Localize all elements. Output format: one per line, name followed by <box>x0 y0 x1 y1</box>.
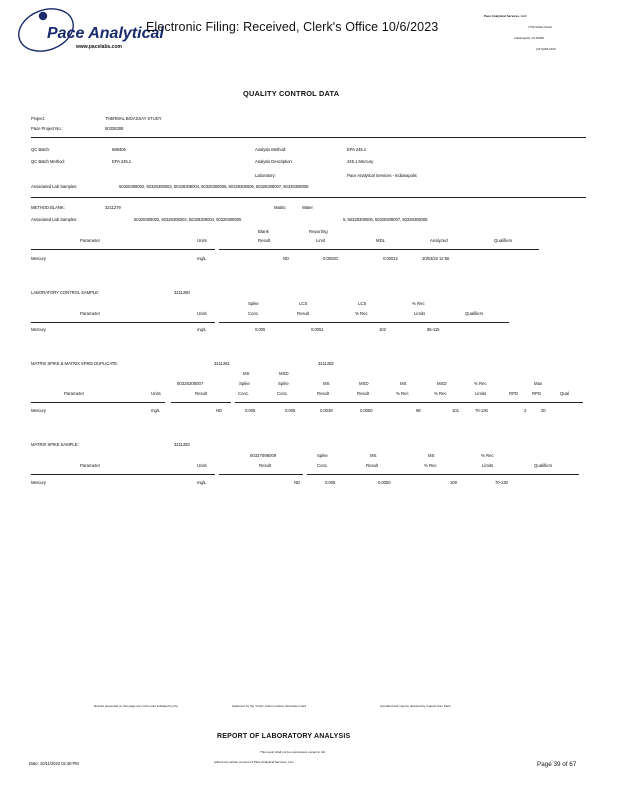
assoc-samples-label: Associated Lab Samples: <box>31 184 78 189</box>
col-header-qualifiers: Qualifiers <box>494 238 513 243</box>
col-header: MSD <box>279 371 289 376</box>
col-header: MS <box>323 381 330 386</box>
col-header: Result <box>317 391 330 396</box>
report-date: Date: 10/11/2022 02:48 PM <box>29 761 79 766</box>
col-header: % Rec <box>474 381 487 386</box>
col-header: Qual <box>560 391 570 396</box>
col-header: LCS <box>299 301 308 306</box>
col-header-parameter: Parameter <box>80 311 101 316</box>
matrix-value: Water <box>302 205 313 210</box>
col-header: % Rec <box>412 301 425 306</box>
ms-id: 3211281 <box>214 361 230 366</box>
col-header: Limits <box>475 391 487 396</box>
col-header-parameter: Parameter <box>80 238 101 243</box>
col-header: 50327598009 <box>250 453 277 458</box>
analysis-desc-label: Analysis Description: <box>255 159 293 164</box>
header-underline <box>219 474 303 475</box>
col-header-analyzed: Analyzed <box>430 238 448 243</box>
col-header: Result <box>366 463 379 468</box>
address-line: (317)228-3100 <box>536 47 556 51</box>
cell-limits: 85-115 <box>427 327 440 332</box>
header-underline <box>31 474 215 475</box>
qc-method-value: EPA 245.1 <box>112 159 132 164</box>
pace-project-label: Pace Project No.: <box>31 126 63 131</box>
col-header: MSD <box>437 381 447 386</box>
project-value: THERMAL BIOASSAY STUDY <box>105 116 162 121</box>
cell-units: mg/L <box>197 480 207 485</box>
col-header: Blank <box>258 229 269 234</box>
laboratory-value: Pace Analytical Services - Indianapolis <box>347 173 417 178</box>
col-header: MS <box>243 371 250 376</box>
qc-batch-value: 698406 <box>112 147 126 152</box>
cell-max-rpd: 20 <box>541 408 546 413</box>
cell-limits: 70-130 <box>495 480 508 485</box>
col-header-mdl: MDL <box>376 238 386 243</box>
col-header: Reporting <box>309 229 328 234</box>
address-line: Indianapolis, IN 46268 <box>514 36 544 40</box>
analysis-method-label: Analysis Method: <box>255 147 287 152</box>
col-header: Result <box>195 391 208 396</box>
logo-url: www.pacelabs.com <box>76 44 122 50</box>
col-header: RPD <box>509 391 519 396</box>
cell-parameter: Mercury <box>31 480 46 485</box>
cell-units: mg/L <box>197 256 207 261</box>
assoc-samples-value: 50328308002, 50328308003, 50328308004, 50328308005 <box>134 217 242 222</box>
cell-spike: 0.005 <box>325 480 336 485</box>
col-header: Spike <box>317 453 328 458</box>
col-header-parameter: Parameter <box>80 463 101 468</box>
cell-result: ND <box>283 256 290 261</box>
cell-units: mg/L <box>197 327 207 332</box>
col-header-units: Units <box>197 463 207 468</box>
header-underline <box>235 402 583 403</box>
cell-msd-result: 0.0050 <box>360 408 373 413</box>
cell-ms-result: 0.0050 <box>378 480 391 485</box>
col-header: Conc. <box>317 463 329 468</box>
header-underline <box>219 322 509 323</box>
col-header: Spike <box>278 381 289 386</box>
msd-label: MATRIX SPIKE & MATRIX SPIKE DUPLICATE: <box>31 361 119 366</box>
col-header: Limit <box>316 238 326 243</box>
col-header: MS <box>400 381 407 386</box>
assoc-samples-label: Associated Lab Samples: <box>31 217 78 222</box>
col-header-parameter: Parameter <box>64 391 85 396</box>
cell-sample-result: ND <box>294 480 301 485</box>
address-line: 7726 Moller Road <box>528 25 552 29</box>
col-header: % Rec <box>481 453 494 458</box>
col-header-qualifiers: Qualifiers <box>534 463 553 468</box>
cell-msd-spike: 0.005 <box>285 408 296 413</box>
col-header: Conc. <box>277 391 289 396</box>
cell-limit: 0.00020 <box>323 256 338 261</box>
header-underline <box>31 249 215 250</box>
header-underline <box>31 322 215 323</box>
col-header: Conc. <box>238 391 250 396</box>
col-header: MS <box>370 453 377 458</box>
cell-rpd: 2 <box>524 408 527 413</box>
col-header: Conc. <box>248 311 260 316</box>
lcs-label: LABORATORY CONTROL SAMPLE: <box>31 290 100 295</box>
method-blank-id: 3211279 <box>105 205 121 210</box>
assoc-samples-value: 50328308002, 50328308003, 50328308004, 50328308005, 50328308006, 50328308007, 50328308008 <box>119 184 309 189</box>
qc-method-label: QC Batch Method: <box>31 159 65 164</box>
col-header: RPD <box>532 391 542 396</box>
col-header: % Rec <box>434 391 447 396</box>
cell-rec: 102 <box>379 327 386 332</box>
col-header: Limits <box>414 311 426 316</box>
header-underline <box>307 474 579 475</box>
cell-ms-result: 0.0049 <box>320 408 333 413</box>
matrix-label: Matrix: <box>274 205 287 210</box>
page-title: QUALITY CONTROL DATA <box>243 89 340 98</box>
cell-limits: 70-130 <box>475 408 488 413</box>
laboratory-label: Laboratory: <box>255 173 276 178</box>
footer-note: preceded and may be obtained by request from Pace <box>380 704 451 708</box>
col-header: MSD <box>359 381 369 386</box>
cell-parameter: Mercury <box>31 256 46 261</box>
col-header-units: Units <box>197 311 207 316</box>
report-title: REPORT OF LABORATORY ANALYSIS <box>217 733 351 740</box>
col-header: % Rec <box>355 311 368 316</box>
cell-units: mg/L <box>151 408 161 413</box>
page-number: Page 39 of 67 <box>537 761 577 768</box>
cell-msd-rec: 101 <box>452 408 459 413</box>
col-header: % Rec <box>424 463 437 468</box>
col-header: MS <box>428 453 435 458</box>
msd-id: 3211282 <box>318 361 334 366</box>
lcs-id: 3211280 <box>174 290 190 295</box>
divider <box>31 137 586 138</box>
reproduction-note: This report shall not be reproduced, except in full, <box>260 750 326 754</box>
col-header: Result <box>258 238 271 243</box>
col-header-units: Units <box>151 391 161 396</box>
header-underline <box>219 249 539 250</box>
cell-sample-result: ND <box>216 408 223 413</box>
address-line: Pace Analytical Services, LLC <box>484 14 527 18</box>
qc-batch-label: QC Batch: <box>31 147 50 152</box>
header-underline <box>31 402 165 403</box>
col-header: 50328308007 <box>177 381 204 386</box>
method-blank-label: METHOD BLANK: <box>31 205 65 210</box>
cell-ms-spike: 0.005 <box>245 408 256 413</box>
footer-note: statement by the "Units" column unless otherwise noted <box>232 704 307 708</box>
ms-id: 3211283 <box>174 442 190 447</box>
cell-mdl: 0.00012 <box>383 256 398 261</box>
col-header: Result <box>297 311 310 316</box>
analysis-desc-value: 245.1 Mercury <box>347 159 374 164</box>
ms-label: MATRIX SPIKE SAMPLE: <box>31 442 79 447</box>
cell-ms-rec: 98 <box>416 408 421 413</box>
logo-name: Pace Analytical <box>47 25 164 42</box>
col-header: Result <box>357 391 370 396</box>
header-underline <box>171 402 231 403</box>
project-label: Project: <box>31 116 45 121</box>
col-header: % Rec <box>396 391 409 396</box>
cell-parameter: Mercury <box>31 327 46 332</box>
divider <box>31 197 586 198</box>
cell-parameter: Mercury <box>31 408 46 413</box>
col-header: Spike <box>248 301 259 306</box>
cell-result: 0.0051 <box>311 327 324 332</box>
col-header: Result <box>259 463 272 468</box>
col-header-units: Units <box>197 238 207 243</box>
col-header-qualifiers: Qualifiers <box>465 311 484 316</box>
analysis-method-value: EPA 245.1 <box>347 147 367 152</box>
col-header: LCS <box>358 301 367 306</box>
filing-banner: Electronic Filing: Received, Clerk's Office 10/6/2023 <box>146 20 439 34</box>
cell-ms-rec: 100 <box>450 480 457 485</box>
cell-spike: 0.005 <box>255 327 266 332</box>
col-header: Spike <box>239 381 250 386</box>
col-header: Limits <box>482 463 494 468</box>
col-header: Max <box>534 381 543 386</box>
pace-project-value: 50328308 <box>105 126 124 131</box>
reproduction-note: without the written consent of Pace Analytical Services, LLC. <box>214 760 295 764</box>
cell-analyzed: 10/03/22 12:56 <box>422 256 450 261</box>
footer-note: Results presented on this page are in the units indicated by the <box>94 704 178 708</box>
assoc-samples-value-cont: 5, 50328308006, 50328308007, 50328308008 <box>343 217 428 222</box>
